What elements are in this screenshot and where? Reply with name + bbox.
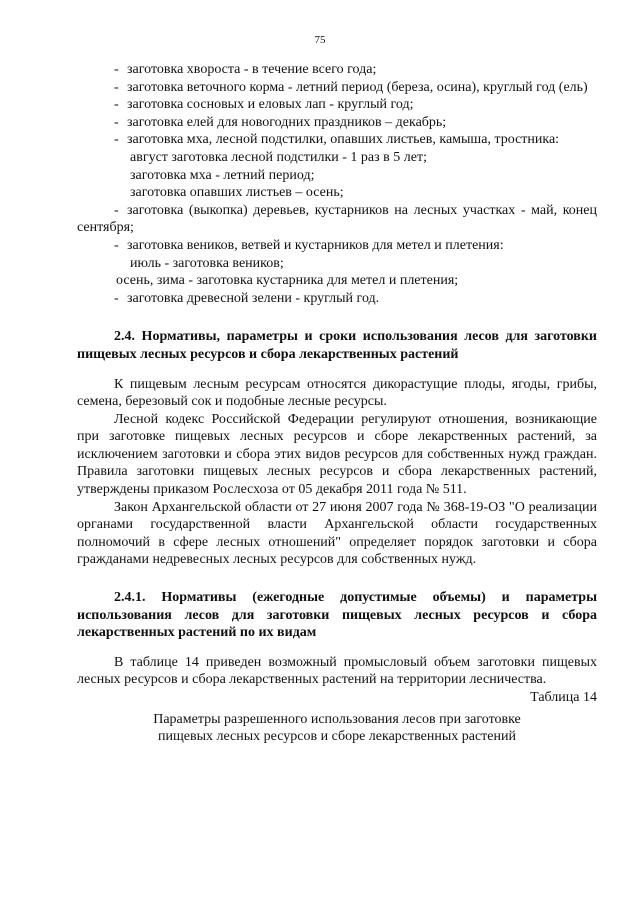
list-item: [77, 202, 597, 237]
list-item-text: заготовка хвороста - в течение всего года;: [127, 62, 377, 77]
list-item: [77, 131, 597, 149]
table-caption: [77, 711, 597, 746]
list-item-text: заготовка мха, лесной подстилки, опавших листьев, камыша, тростника:: [127, 132, 560, 148]
sub-list-item: заготовка мха - летний период;: [130, 167, 315, 183]
list-item: [77, 290, 597, 308]
list-dash: -: [114, 114, 119, 130]
list-dash: -: [114, 132, 119, 148]
table-label: Таблица 14: [530, 690, 597, 705]
table-caption-line: пищевых лесных ресурсов и сборе лекарственных растений: [158, 729, 516, 745]
list-item-text: заготовка (выкопка) деревьев, кустарников на лесных участках - май, конец сентября;: [77, 202, 597, 236]
paragraph: В таблице 14 приведен возможный промысловый объем заготовки пищевых лесных ресурсов и сбора лекарственных растений на территории лесничества.: [77, 654, 597, 688]
sub-list-item: июль - заготовка веников;: [130, 255, 284, 271]
sub-list-item: осень, зима - заготовка кустарника для метел и плетения;: [116, 273, 459, 289]
page-number: 75: [314, 34, 326, 46]
subsection-heading: 2.4.1. Нормативы (ежегодные допустимые объемы) и параметры использования лесов для заготовки пищевых лесных ресурсов и сбора лекарственных растений по их видам: [77, 590, 597, 641]
list-dash: -: [114, 97, 119, 113]
list-dash: -: [114, 237, 119, 253]
list-item: [77, 114, 597, 132]
list-item-text: заготовка сосновых и еловых лап - круглый год;: [127, 97, 414, 113]
sub-list-item: заготовка опавших листьев – осень;: [130, 185, 344, 201]
list-item: [77, 96, 597, 114]
list-item-text: заготовка веточного корма - летний период (береза, осина), круглый год (ель): [127, 79, 588, 95]
page-content: [77, 61, 597, 746]
paragraph: К пищевым лесным ресурсам относятся дикорастущие плоды, ягоды, грибы, семена, березовый сок и подобные лесные ресурсы.: [77, 376, 597, 410]
paragraph: Лесной кодекс Российской Федерации регулируют отношения, возникающие при заготовке пищевых лесных ресурсов и сборе лекарственных растений, за исключением заготовки и сбора этих видов ресурсов для собственных нужд граждан. Правила заготовки пищевых лесных ресурсов и сбора лекарственных растений, утверждены приказом Рослесхоза от 05 декабря 2011 года № 511.: [77, 411, 597, 498]
paragraph: Закон Архангельской области от 27 июня 2007 года № 368-19-ОЗ "О реализации органами государственной власти Архангельской области государственных полномочий в сфере лесных отношений" определяет порядок заготовки и сбора гражданами недревесных лесных ресурсов для собственных нужд.: [77, 499, 597, 568]
list-dash: -: [114, 79, 119, 95]
list-dash: -: [114, 62, 119, 77]
sub-list-item: август заготовка лесной подстилки - 1 раз в 5 лет;: [130, 149, 427, 165]
table-caption-line: Параметры разрешенного использования лесов при заготовке: [153, 711, 521, 727]
list-item-text: заготовка елей для новогодних праздников – декабрь;: [127, 114, 447, 130]
section-heading: 2.4. Нормативы, параметры и сроки использования лесов для заготовки пищевых лесных ресурсов и сбора лекарственных растений: [77, 329, 597, 362]
list-item: [77, 237, 597, 255]
list-dash: -: [114, 290, 119, 306]
list-item: [77, 61, 597, 79]
list-item-text: заготовка древесной зелени - круглый год.: [127, 290, 380, 306]
list-item: [77, 79, 597, 97]
list-dash: -: [114, 202, 119, 218]
list-item-text: заготовка веников, ветвей и кустарников для метел и плетения:: [127, 237, 504, 253]
